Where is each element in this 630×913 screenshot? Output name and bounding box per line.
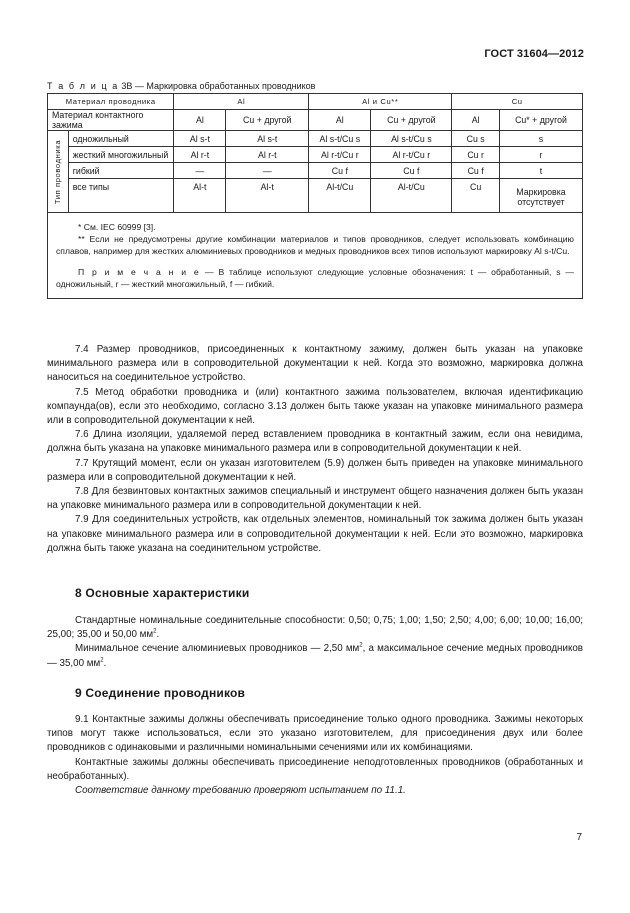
table-note	[56, 266, 574, 290]
footnote-2: ** Если не предусмотрены другие комбинации материалов и типов проводников, следует использовать комбинацию сплавов, например для жестких алюминиевых проводников и медных проводников всех типов используют маркировку Al s-t/Cu.	[56, 234, 574, 256]
paragraph-7-4: 7.4 Размер проводников, присоединенных к контактному зажиму, должен быть указан на упаковке минимального размера или в сопроводительной документации к ней. Когда это возможно, маркировка должна наноситься на соединительное устройство.	[47, 344, 583, 384]
caption-text: 3В — Маркировка обработанных проводников	[121, 81, 316, 91]
paragraph-8-1: Стандартные номинальные соединительные способности: 0,50; 0,75; 1,00; 1,50; 2,50; 4,00; 6,00; 10,00; 16,00; 25,00; 35,00 и 50,00 $мм^2$.	[47, 615, 583, 641]
table-cell: Маркировка отсутствует	[499, 179, 582, 213]
table-cell: Cu r	[452, 147, 500, 163]
paragraph-9-3: Соответствие данному требованию проверяют испытанием по 11.1.	[75, 785, 406, 797]
table-cell: r	[499, 147, 582, 163]
table-cell: —	[226, 163, 309, 179]
table-cell: Al	[174, 110, 226, 131]
table-row	[48, 179, 583, 213]
conductor-type-label-cell	[48, 131, 69, 213]
table-cell: Cu + другой	[226, 110, 309, 131]
table-cell: Al	[309, 110, 371, 131]
header-material-clamp: Материал контактного зажима	[48, 110, 174, 131]
footnote-1: * См. IEC 60999 [3].	[78, 222, 156, 232]
table-caption	[47, 81, 315, 91]
table-row	[48, 163, 583, 179]
table-cell: Cu f	[309, 163, 371, 179]
section-8-text	[47, 614, 583, 671]
table-cell: Al-t/Cu	[371, 179, 452, 213]
table-cell: Al s-t	[226, 131, 309, 147]
table-cell: Al r-t/Cu r	[309, 147, 371, 163]
table-cell: Al r-t	[174, 147, 226, 163]
table-cell: Cu* + другой	[499, 110, 582, 131]
table-cell: s	[499, 131, 582, 147]
table-cell: Cu + другой	[371, 110, 452, 131]
paragraph-9-2: Контактные зажимы должны обеспечивать присоединение неподготовленных проводников (обработанных и необработанных).	[47, 756, 583, 782]
note-prefix: П р и м е ч а н и е	[78, 267, 201, 277]
paragraph-8-2: Минимальное сечение алюминиевых проводников — 2,50 $мм^2$, а максимальное сечение медных проводников — 35,00 $мм^2$.	[47, 643, 583, 669]
table-header-row	[48, 94, 583, 110]
table-cell: Al r-t	[226, 147, 309, 163]
table-cell: Al-t/Cu	[309, 179, 371, 213]
table-cell: —	[174, 163, 226, 179]
table-row	[48, 131, 583, 147]
note-text: — В таблице используют следующие условные обозначения: t — обработанный, s — одножильный, r — жесткий многожильный, f — гибкий.	[56, 267, 575, 289]
row-label: гибкий	[68, 163, 174, 179]
table-cell: Cu f	[452, 163, 500, 179]
row-label: все типы	[68, 179, 174, 213]
header-cu: Cu	[452, 94, 583, 110]
table-clamp-row	[48, 110, 583, 131]
paragraph-9-1: 9.1 Контактные зажимы должны обеспечивать присоединение только одного проводника. Зажимы некоторых типов могут также использоваться, если это указано изготовителем, для присоединения двух или более проводников с одинаковыми и различными номинальными сечениями или их комбинациями.	[47, 714, 583, 754]
marking-table	[47, 93, 583, 299]
caption-prefix: Т а б л и ц а	[47, 81, 119, 91]
table-cell: Al s-t	[174, 131, 226, 147]
section-9-text	[47, 713, 583, 798]
table-cell: Al s-t/Cu s	[309, 131, 371, 147]
table-cell: Al-t	[174, 179, 226, 213]
table-cell: Al s-t/Cu s	[371, 131, 452, 147]
section-7-text	[47, 343, 583, 556]
table-cell: Al r-t/Cu r	[371, 147, 452, 163]
table-cell: Al	[452, 110, 500, 131]
conductor-type-label: Тип проводника	[52, 139, 62, 204]
row-label: жесткий многожильный	[68, 147, 174, 163]
header-material-conductor: Материал проводника	[48, 94, 174, 110]
paragraph-7-8: 7.8 Для безвинтовых контактных зажимов специальный и инструмент общего назначения должен быть указан на упаковке минимального размера или в сопроводительной документации к ней.	[47, 486, 583, 512]
paragraph-7-5: 7.5 Метод обработки проводника и (или) контактного зажима пользователем, включая идентификацию компаунда(ов), если это необходимо, согласно 3.13 должен быть также указан на упаковке минимального размера или в сопроводительной документации к ней.	[47, 386, 583, 427]
section-9-heading: 9 Соединение проводников	[75, 686, 246, 700]
table-cell: Cu	[452, 179, 500, 213]
table-row	[48, 147, 583, 163]
table-cell: Cu f	[371, 163, 452, 179]
page-number: 7	[576, 832, 582, 843]
section-8-heading: 8 Основные характеристики	[75, 586, 250, 600]
table-cell: t	[499, 163, 582, 179]
paragraph-7-6: 7.6 Длина изоляции, удаляемой перед вставлением проводника в контактный зажим, если она невидима, должна быть указана на упаковке минимального размера или в сопроводительной документации к ней.	[47, 429, 583, 455]
paragraph-7-9: 7.9 Для соединительных устройств, как отдельных элементов, номинальный ток зажима должен быть указан на упаковке минимального размера или в сопроводительной документации к ней. Если это возможно, маркировка должна быть также указана на соединительном устройстве.	[47, 514, 583, 554]
table-notes-row	[48, 213, 583, 299]
table-cell: Al-t	[226, 179, 309, 213]
header-al: Al	[174, 94, 309, 110]
standard-number: ГОСТ 31604—2012	[484, 48, 584, 60]
row-label: одножильный	[68, 131, 174, 147]
table-cell: Cu s	[452, 131, 500, 147]
table-notes	[48, 213, 583, 299]
paragraph-7-7: 7.7 Крутящий момент, если он указан изготовителем (5.9) должен быть приведен на упаковке минимального размера или в сопроводительной документации к ней.	[47, 457, 583, 483]
header-al-cu: Al и Cu**	[309, 94, 452, 110]
